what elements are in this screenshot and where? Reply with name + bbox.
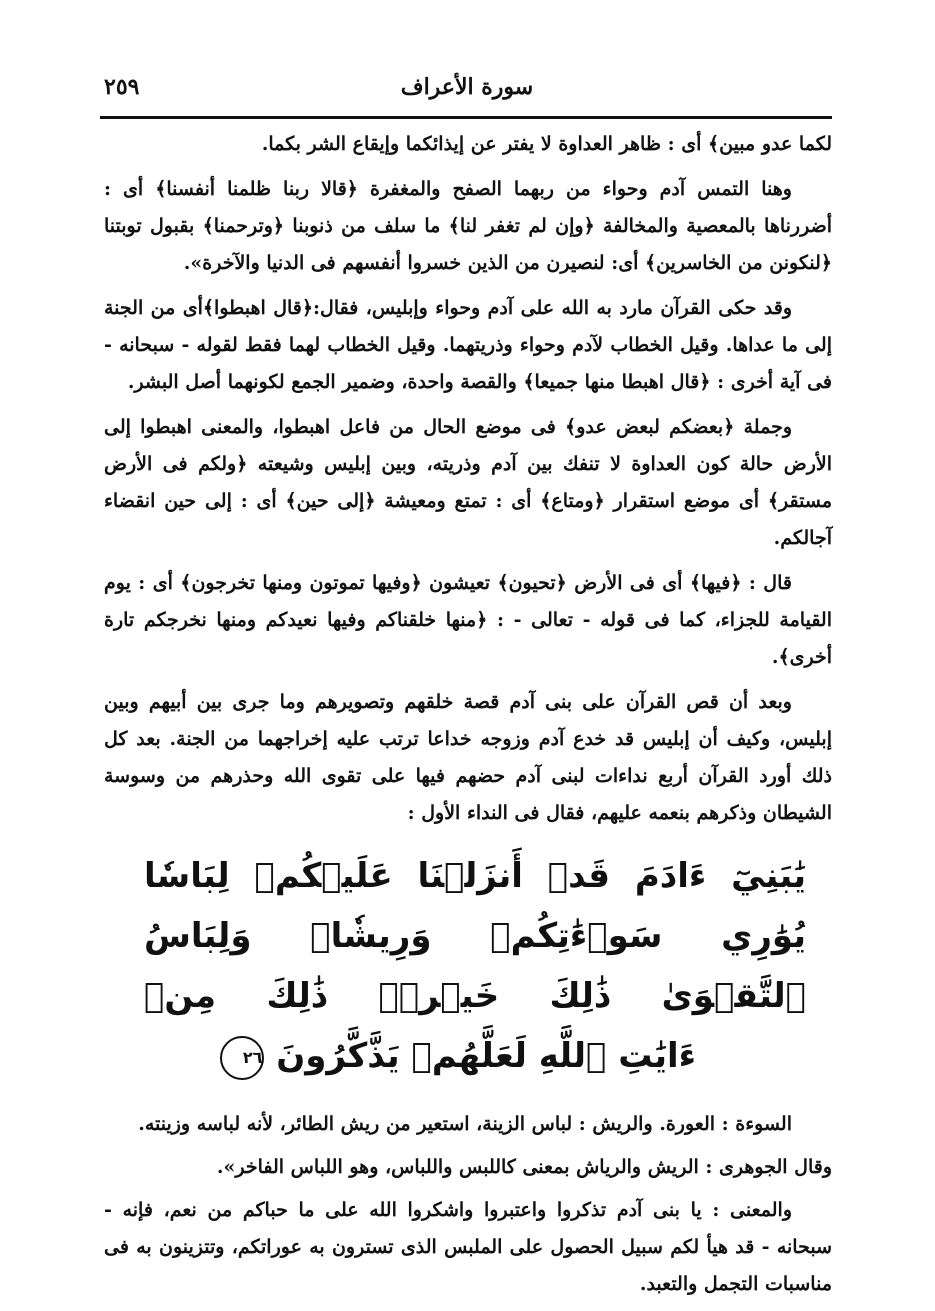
paragraph-5: قال : ﴿فيها﴾ أى فى الأرض ﴿تحيون﴾ تعيشون ﴿وفيها تموتون ومنها تخرجون﴾ أى : يوم القيامة للجزاء، كما فى قوله - تعالى - : ﴿منها خلقناكم وفيها نعيدكم ومنها نخرجكم تارة أخرى﴾.: [104, 572, 832, 668]
page-number: ٢٥٩: [104, 74, 140, 100]
gloss-paragraph-3: والمعنى : يا بنى آدم تذكروا واعتبروا واشكروا الله على ما حباكم من نعم، فإنه - سبحانه - قد هيأ لكم سبيل الحصول على الملبس الذى تسترون به عوراتكم، وتتزينون به فى مناسبات التجمل والتعبد.: [104, 1199, 832, 1295]
header-divider: [100, 116, 832, 119]
verse-explanation: [104, 1106, 832, 1303]
paragraph-2: وهنا التمس آدم وحواء من ربهما الصفح والمغفرة ﴿قالا ربنا ظلمنا أنفسنا﴾ أى : أضررناها بالمعصية والمخالفة ﴿وإن لم تغفر لنا﴾ ما سلف من ذنوبنا ﴿وترحمنا﴾ بقبول توبتنا ﴿لنكونن من الخاسرين﴾ أى: لنصيرن من الذين خسروا أنفسهم فى الدنيا والآخرة».: [104, 178, 832, 274]
gloss-paragraph-2: وقال الجوهرى : الريش والرياش بمعنى كاللبس واللباس، وهو اللباس الفاخر».: [216, 1156, 832, 1178]
gloss-paragraph-1: السوءة : العورة. والريش : لباس الزينة، استعير من ريش الطائر، لأنه لباسه وزينته.: [138, 1113, 792, 1135]
ayah-number-marker: ٢٦: [220, 1036, 264, 1080]
page-header: [104, 70, 830, 110]
verse-line-1: يَٰبَنِيٓ ءَادَمَ قَدۡ أَنزَلۡنَا عَلَيۡكُمۡ لِبَاسٗا: [144, 856, 806, 896]
quran-verse: [144, 846, 806, 1086]
page-body: [104, 126, 832, 1309]
paragraph-4: وجملة ﴿بعضكم لبعض عدو﴾ فى موضع الحال من فاعل اهبطوا، والمعنى اهبطوا إلى الأرض حالة كون العداوة لا تنفك بين آدم وذريته، وبين إبليس وشيعته ﴿ولكم فى الأرض مستقر﴾ أى موضع استقرار ﴿ومتاع﴾ أى : تمتع ومعيشة ﴿إلى حين﴾ أى : إلى حين انقضاء آجالكم.: [104, 416, 832, 549]
verse-line-3: [144, 1026, 696, 1086]
verse-line-2: يُوَٰرِي سَوۡءَٰتِكُمۡ وَرِيشٗاۖ وَلِبَاسُ ٱلتَّقۡوَىٰ ذَٰلِكَ خَيۡرٞۚ ذَٰلِكَ مِنۡ: [144, 916, 806, 1016]
paragraph-1: لكما عدو مبين﴾ أى : ظاهر العداوة لا يفتر عن إيذائكما وإيقاع الشر بكما.: [261, 133, 832, 155]
surah-title: سورة الأعراف: [400, 74, 534, 100]
paragraph-6: وبعد أن قص القرآن على بنى آدم قصة خلقهم وتصويرهم وما جرى بين أبيهم وبين إبليس، وكيف أن إبليس قد خدع آدم وزوجه خداعا ترتب عليه إخراجهما من الجنة. بعد كل ذلك أورد القرآن أربع نداءات لبنى آدم حضهم فيها على تقوى الله وحذرهم من وسوسة الشيطان وذكرهم بنعمه عليهم، فقال فى النداء الأول :: [104, 691, 832, 824]
paragraph-3: وقد حكى القرآن مارد به الله على آدم وحواء وإبليس، فقال:﴿قال اهبطوا﴾أى من الجنة إلى ما عداها. وقيل الخطاب لآدم وحواء وذريتهما. وقيل الخطاب لهما فقط لقوله - سبحانه - فى آية أخرى : ﴿قال اهبطا منها جميعا﴾ والقصة واحدة، وضمير الجمع لكونهما أصل البشر.: [104, 297, 832, 393]
verse-line-3-text: ءَايَٰتِ ٱللَّهِ لَعَلَّهُمۡ يَذَّكَّرُونَ: [276, 1036, 696, 1076]
